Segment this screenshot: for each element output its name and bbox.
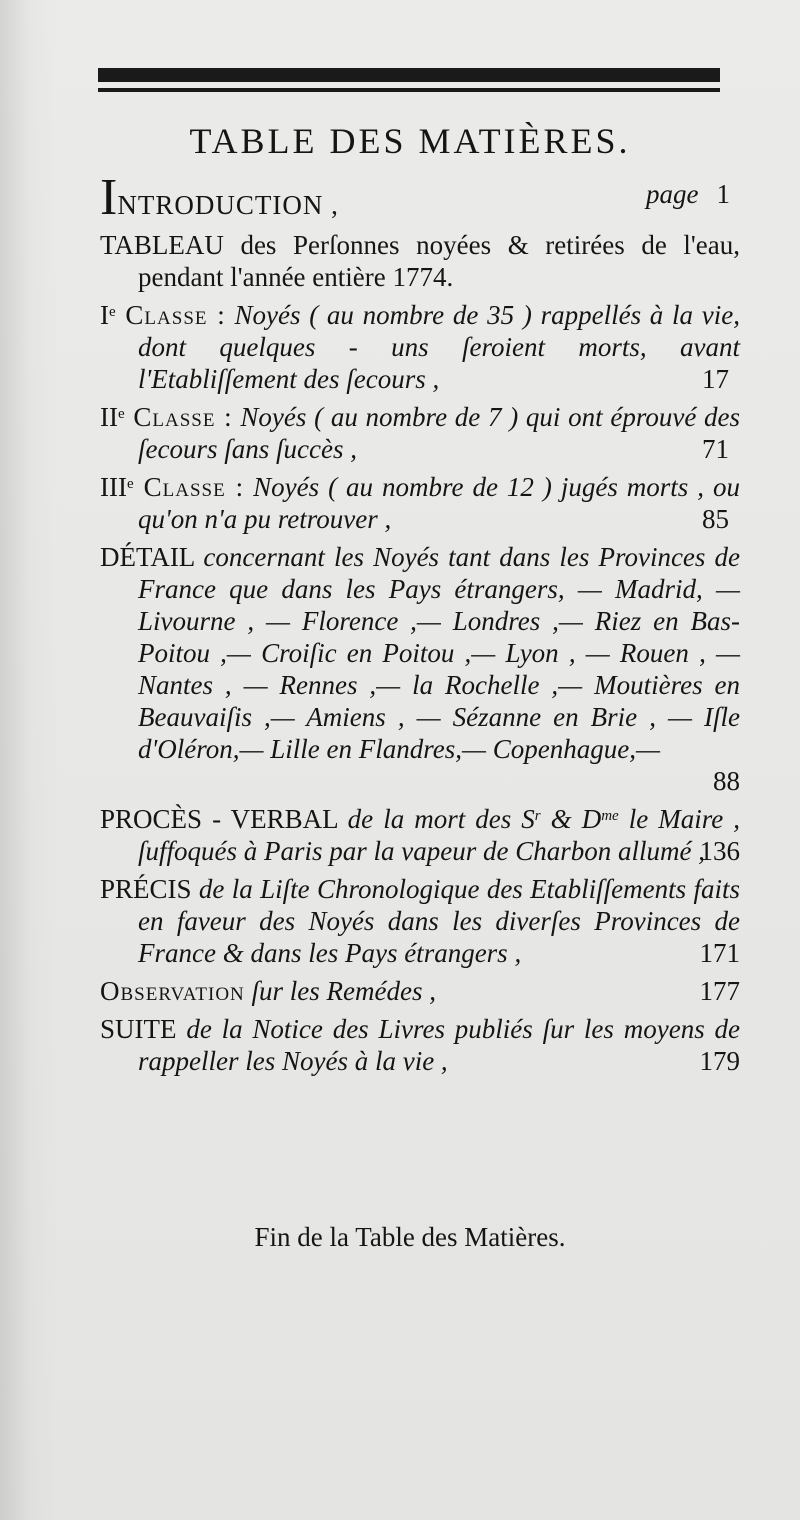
header-rule-thick	[98, 68, 720, 82]
toc-entry-introduction	[100, 169, 740, 226]
toc-page: 88	[713, 766, 740, 796]
header-rule-thin	[98, 88, 720, 92]
toc-lead: Ie Classe :	[100, 300, 226, 330]
toc-lead: DÉTAIL	[100, 542, 195, 572]
toc-lead: SUITE	[100, 1014, 177, 1044]
toc-lead: PRÉCIS	[100, 874, 192, 904]
toc-text: Noyés ( au nombre de 12 ) jugés morts , ou qu'on n'a pu retrouver ,	[138, 472, 740, 534]
toc-entry-proces-verbal	[100, 803, 740, 867]
toc-lead: IIe Classe :	[100, 402, 233, 432]
toc-page-introduction: page 1	[646, 179, 730, 209]
toc-text: Noyés ( au nombre de 7 ) qui ont éprouvé des ſecours ſans ſuccès ,	[138, 402, 741, 464]
table-of-contents	[100, 169, 741, 1083]
end-of-table: Fin de la Table des Matières.	[254, 1222, 566, 1252]
toc-entry-classe-2: IIe Classe : Noyés ( au nombre de 7 ) qui ont éprouvé des ſecours ſans ſuccès , 71	[100, 402, 741, 464]
toc-entry-precis	[100, 873, 740, 969]
toc-page: 171	[699, 938, 740, 968]
toc-text: de la Notice des Livres publiés ſur les moyens de rappeller les Noyés à la vie ,	[138, 1014, 740, 1076]
drop-initial: I	[100, 169, 118, 226]
toc-entry-classe-3: IIIe Classe : Noyés ( au nombre de 12 ) jugés morts , ou qu'on n'a pu retrouver , 85	[100, 472, 740, 534]
toc-lead: TABLEAU	[100, 230, 224, 260]
toc-entry-classe-1: Ie Classe : Noyés ( au nombre de 35 ) rappellés à la vie, dont quelques - uns ſeroient morts, avant l'Etabliſſement des ſecours , 17	[100, 300, 741, 394]
toc-lead: Observation	[100, 976, 245, 1006]
toc-text: ſur les Remédes ,	[251, 976, 436, 1006]
toc-entry-suite	[100, 1013, 740, 1077]
toc-page: 136	[699, 836, 740, 866]
page-title: TABLE DES MATIÈRES.	[189, 121, 631, 161]
toc-lead: PROCÈS - VERBAL	[100, 804, 338, 834]
toc-text: de la Liſte Chronologique des Etabliſſements faits en faveur des Noyés dans les diverſes Provinces de France & dans les Pays étrangers ,	[138, 874, 741, 968]
toc-text: des Perſonnes noyées & retirées de l'eau, pendant l'année entière 1774.	[138, 230, 741, 292]
toc-text: Noyés ( au nombre de 35 ) rappellés à la vie, dont quelques - uns ſeroient morts, avant l'Etabliſſement des ſecours ,	[138, 300, 741, 394]
toc-entry-tableau	[100, 229, 740, 293]
toc-lead: NTRODUCTION ,	[117, 190, 339, 220]
toc-page: 177	[699, 976, 740, 1006]
toc-entry-observation	[100, 975, 740, 1007]
toc-page: 179	[699, 1046, 740, 1076]
toc-lead: IIIe Classe :	[100, 472, 245, 502]
toc-text: de la mort des $S^r$ & $D^{me}$ le Maire , ſuffoqués à Paris par la vapeur de Charbon allumé ,	[138, 804, 741, 866]
toc-entry-detail	[100, 541, 740, 797]
toc-text: concernant les Noyés tant dans les Provinces de France que dans les Pays étrangers, — Madrid, — Livourne , — Florence ,— Londres ,— Riez en Bas-Poitou ,— Croiſic en Poitou ,— Lyon , — Rouen , — Nantes , — Rennes ,— la Rochelle ,— Moutières en Beauvaiſis ,— Amiens , — Sézanne en Brie , — Iſle d'Oléron,— Lille en Flandres,— Copenhague,—	[138, 542, 741, 764]
